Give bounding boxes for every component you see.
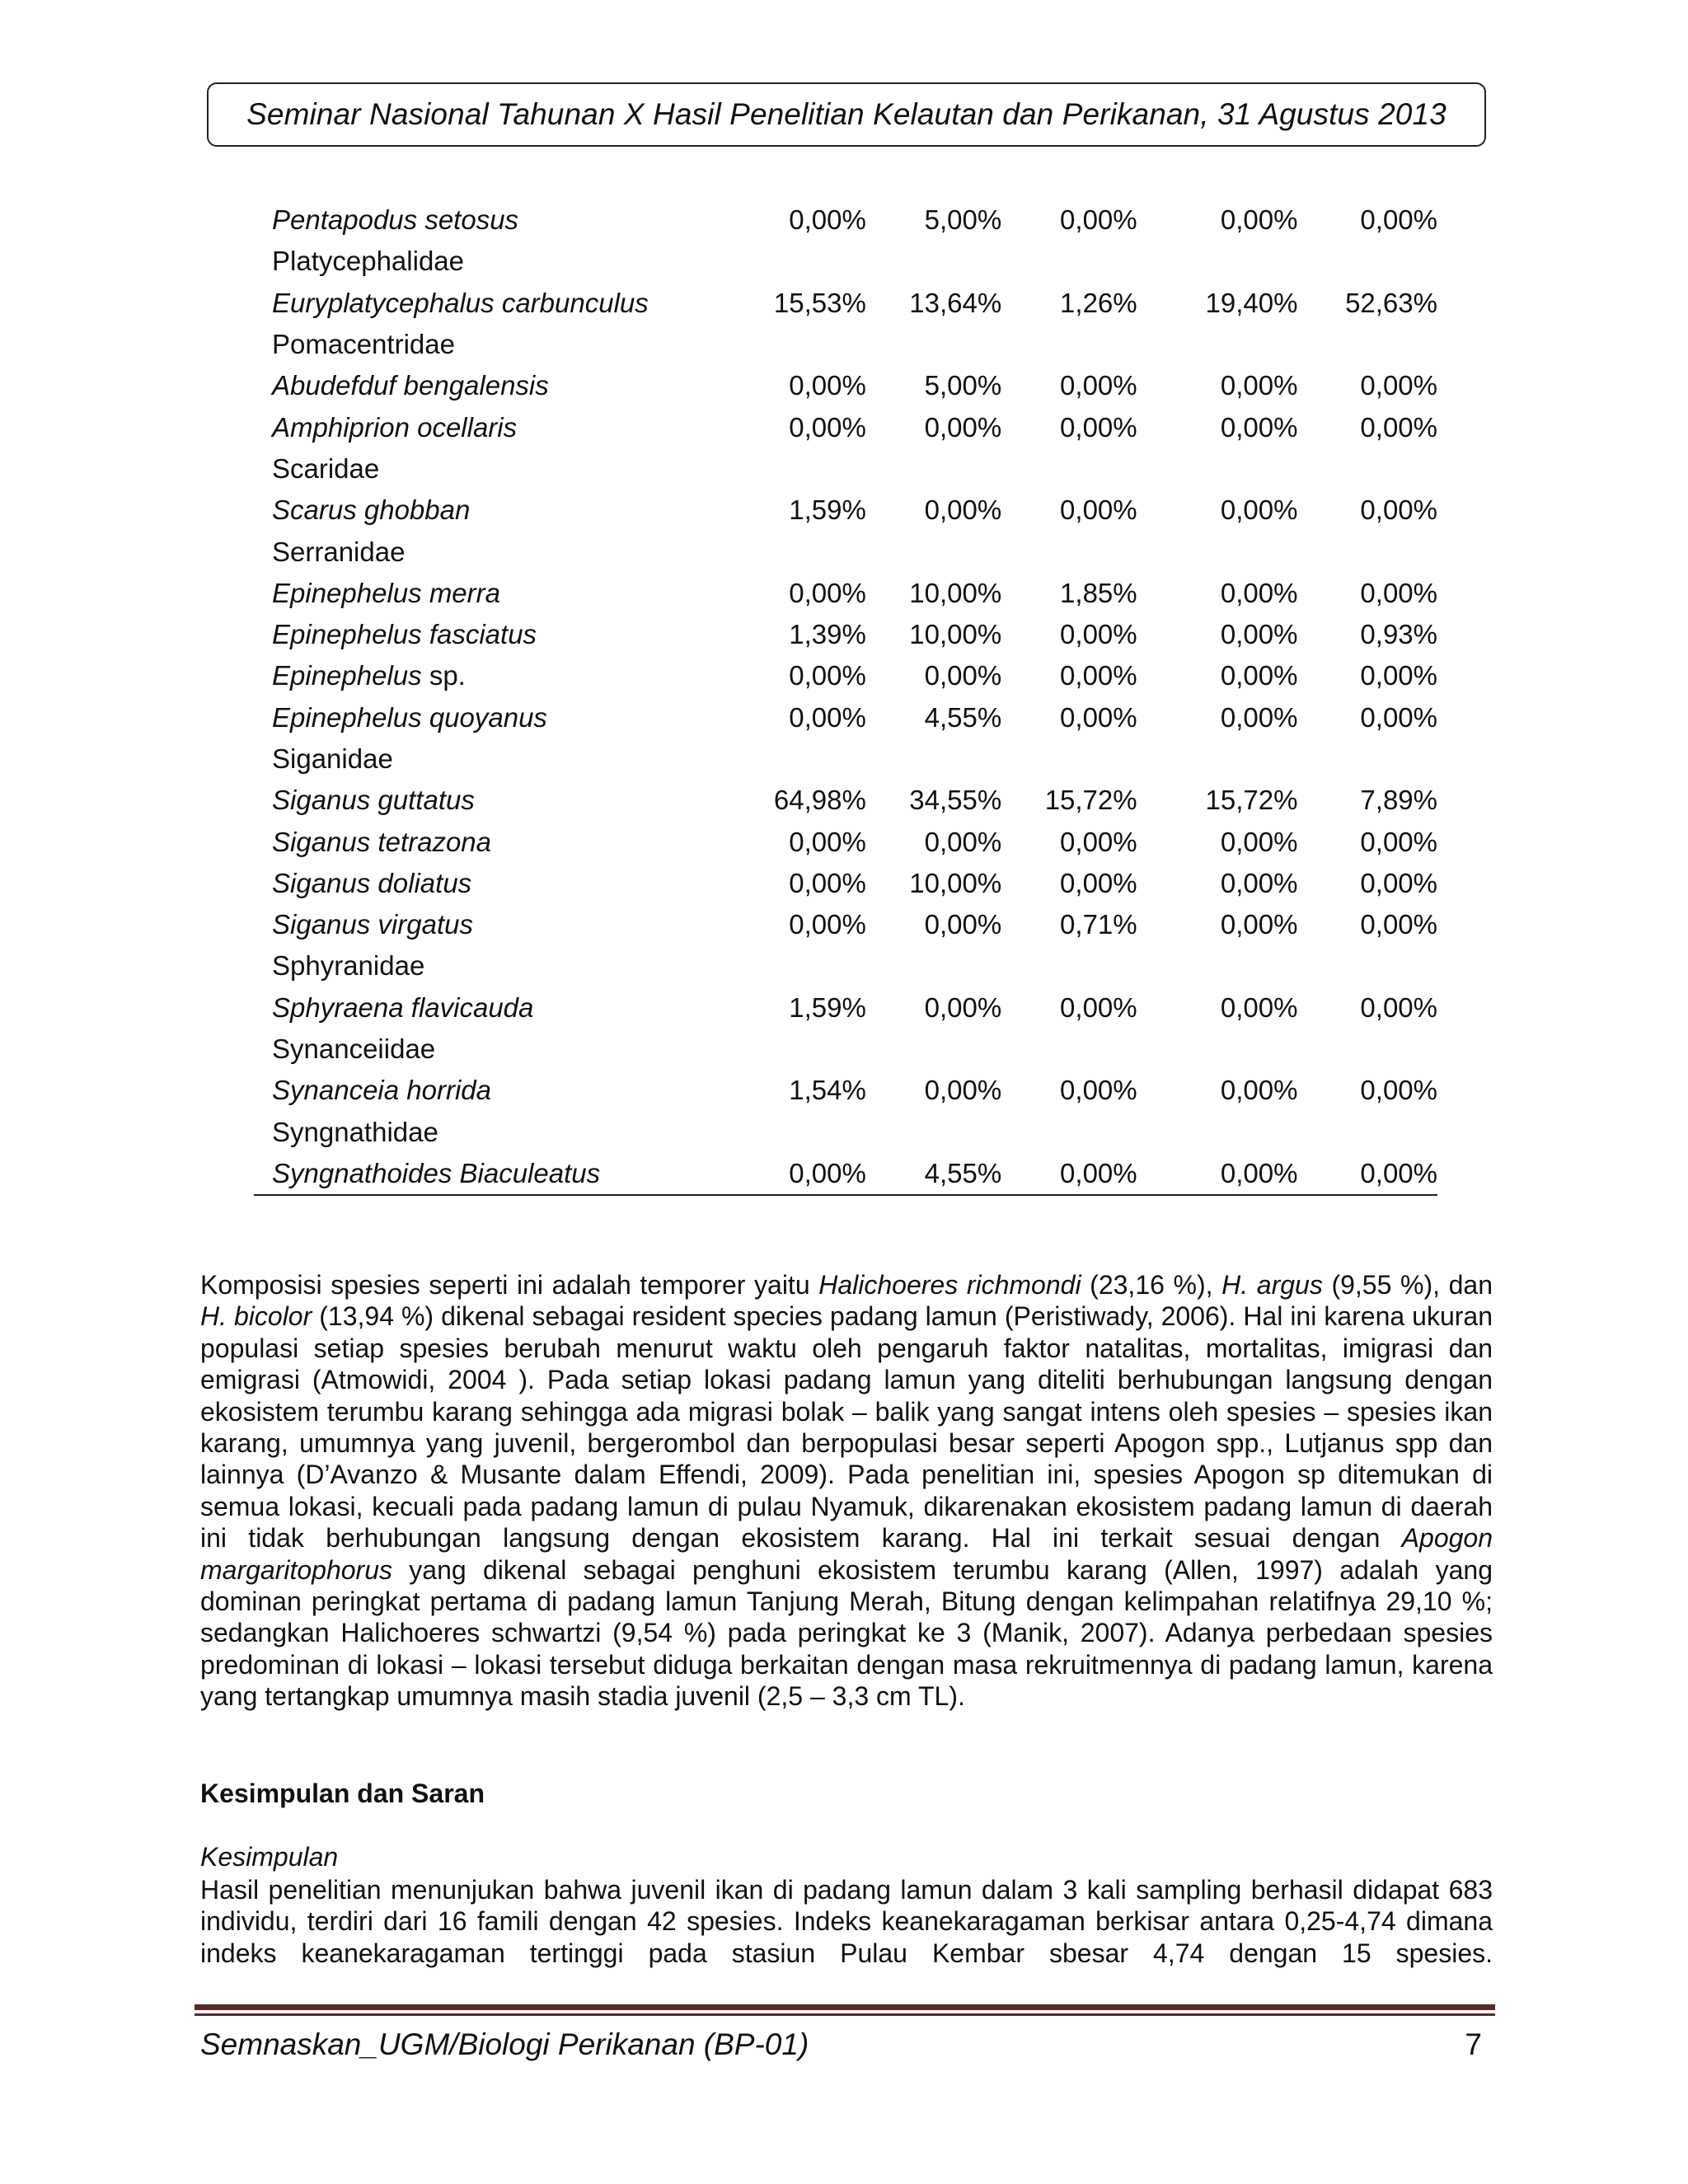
species-name: Siganus virgatus (272, 909, 473, 940)
species-name-cell (254, 406, 757, 448)
family-name: Synanceiidae (272, 1033, 436, 1065)
value-cell: 0,00% (924, 1075, 1002, 1106)
footer-text: Semnaskan_UGM/Biologi Perikanan (BP-01) (200, 2027, 809, 2061)
family-name: Serranidae (272, 536, 406, 567)
value-cell: 0,00% (1060, 411, 1137, 443)
species-name-cell (254, 987, 757, 1029)
value-cell: 34,55% (909, 785, 1002, 816)
value-cell: 0,00% (924, 991, 1002, 1023)
species-name-cell (254, 490, 757, 531)
species-row (254, 780, 1437, 821)
family-row (254, 1029, 1437, 1070)
value-cell: 0,00% (924, 660, 1002, 691)
family-row (254, 531, 1437, 572)
species-name: Siganus guttatus (272, 785, 475, 816)
value-cell: 1,39% (789, 619, 866, 650)
value-cell: 0,00% (924, 411, 1002, 443)
value-cell: 0,00% (1220, 909, 1298, 940)
value-cell: 0,00% (757, 1153, 866, 1195)
species-name-cell (254, 655, 757, 696)
species-row (254, 904, 1437, 945)
value-cell: 4,55% (866, 1153, 1001, 1195)
value-cell: 0,00% (924, 826, 1002, 857)
species-name: Pentapodus setosus (272, 204, 519, 236)
value-cell: 0,00% (1360, 701, 1437, 733)
family-row (254, 324, 1437, 365)
value-cell: 0,00% (1360, 826, 1437, 857)
value-cell: 0,00% (1360, 660, 1437, 691)
header-title: Seminar Nasional Tahunan X Hasil Penelitian Kelautan dan Perikanan, 31 Agustus 2013 (246, 97, 1447, 131)
species-name-cell (254, 614, 757, 655)
value-cell: 0,00% (1060, 867, 1137, 898)
text-run: (23,16 %), (1081, 1270, 1222, 1300)
value-cell: 0,00% (1360, 577, 1437, 608)
value-cell: 0,00% (789, 577, 866, 608)
family-name: Sphyranidae (272, 950, 425, 982)
value-cell: 10,00% (909, 577, 1002, 608)
value-cell: 64,98% (773, 785, 866, 816)
species-row (254, 863, 1437, 904)
value-cell: 0,00% (789, 370, 866, 401)
species-name: Siganus tetrazona (272, 826, 492, 857)
species-row (254, 821, 1437, 862)
value-cell: 0,00% (1360, 411, 1437, 443)
species-name-cell (254, 199, 757, 241)
value-cell: 0,00% (1060, 494, 1137, 526)
value-cell: 19,40% (1205, 287, 1298, 318)
text-run: (13,94 %) dikenal sebagai resident species padang lamun (Peristiwady, 2006). Hal ini karena ukuran populasi setiap spesies berubah menurut waktu oleh pengaruh faktor natalitas, mortalitas, imigrasi dan emigrasi (Atmowidi, 2004 ). Pada setiap lokasi padang lamun yang diteliti berhubungan langsung dengan ekosistem terumbu karang sehingga ada migrasi bolak – balik yang sangat intens oleh spesies – spesies ikan karang, umumnya yang juvenil, bergerombol dan berpopulasi besar seperti Apogon spp., Lutjanus spp dan lainnya (D’Avanzo & Musante dalam Effendi, 2009). Pada penelitian ini, spesies Apogon sp ditemukan di semua lokasi, kecuali pada padang lamun di pulau Nyamuk, dikarenakan ekosistem padang lamun di daerah ini tidak berhubungan langsung dengan ekosistem karang. Hal ini terkait sesuai dengan (200, 1301, 1493, 1554)
value-cell: 0,00% (789, 909, 866, 940)
value-cell: 0,00% (789, 411, 866, 443)
value-cell: 0,00% (1060, 660, 1137, 691)
value-cell: 0,00% (1360, 494, 1437, 526)
species-name: Epinephelus fasciatus (272, 619, 537, 650)
page-number: 7 (1465, 2027, 1482, 2061)
value-cell: 1,59% (789, 991, 866, 1023)
value-cell: 10,00% (909, 619, 1002, 650)
species-name-cell (254, 863, 757, 904)
value-cell: 0,00% (1220, 577, 1298, 608)
species-name-cell (254, 1070, 757, 1111)
species-row (254, 987, 1437, 1029)
value-cell: 0,00% (1060, 701, 1137, 733)
value-cell: 0,00% (1220, 411, 1298, 443)
text-run: (9,55 %), dan (1322, 1270, 1493, 1300)
value-cell: 0,00% (1220, 660, 1298, 691)
species-row (254, 614, 1437, 655)
subsection-heading: Kesimpulan (200, 1842, 339, 1872)
value-cell: 0,00% (789, 660, 866, 691)
family-row (254, 241, 1437, 282)
value-cell: 0,00% (1220, 826, 1298, 857)
header-box (207, 82, 1486, 147)
italic-run: H. bicolor (200, 1301, 312, 1332)
value-cell: 1,26% (1060, 287, 1137, 318)
value-cell: 13,64% (909, 287, 1002, 318)
value-cell: 0,00% (1360, 1075, 1437, 1106)
value-cell: 0,00% (1060, 619, 1137, 650)
species-name: Synanceia horrida (272, 1075, 491, 1106)
text-run: yang dikenal sebagai penghuni ekosistem terumbu karang (Allen, 1997) adalah yang dominan peringkat pertama di padang lamun Tanjung Merah, Bitung dengan kelimpahan relatifnya 29,10 %; sedangkan Halichoeres schwartzi (9,54 %) pada peringkat ke 3 (Manik, 2007). Adanya perbedaan spesies predominan di lokasi – lokasi tersebut diduga berkaitan dengan masa rekruitmennya di padang lamun, karena yang tertangkap umumnya masih stadia juvenil (2,5 – 3,3 cm TL). (200, 1554, 1493, 1712)
value-cell: 0,00% (1220, 701, 1298, 733)
species-name-cell (254, 283, 757, 324)
value-cell: 15,53% (773, 287, 866, 318)
species-table-body (254, 199, 1437, 1195)
species-name-cell (254, 697, 757, 738)
value-cell: 0,00% (789, 867, 866, 898)
species-name: Siganus doliatus (272, 867, 472, 898)
species-name-cell (254, 365, 757, 406)
species-suffix: sp. (421, 660, 466, 691)
value-cell: 5,00% (924, 204, 1002, 236)
family-row (254, 1112, 1437, 1153)
value-cell: 0,00% (1220, 494, 1298, 526)
italic-run: Apogon margaritophorus (200, 1523, 1493, 1585)
value-cell: 0,00% (1220, 619, 1298, 650)
value-cell: 5,00% (924, 370, 1002, 401)
species-row (254, 365, 1437, 406)
family-name: Scaridae (272, 452, 380, 484)
species-name: Amphiprion ocellaris (272, 411, 518, 443)
species-name: Euryplatycephalus carbunculus (272, 287, 649, 318)
value-cell: 0,93% (1360, 619, 1437, 650)
species-name: Syngnathoides Biaculeatus (272, 1157, 601, 1188)
value-cell: 0,00% (1220, 867, 1298, 898)
italic-run: H. argus (1221, 1270, 1323, 1300)
value-cell: 0,00% (1220, 370, 1298, 401)
species-name: Scarus ghobban (272, 494, 471, 526)
value-cell: 0,00% (1001, 1153, 1137, 1195)
value-cell: 0,00% (1060, 991, 1137, 1023)
value-cell: 0,00% (1220, 1075, 1298, 1106)
species-row (254, 283, 1437, 324)
value-cell: 0,00% (1220, 204, 1298, 236)
species-table (254, 199, 1437, 1196)
species-name-cell (254, 573, 757, 614)
species-row (254, 406, 1437, 448)
species-name: Epinephelus merra (272, 577, 500, 608)
species-row (254, 1070, 1437, 1111)
family-row (254, 738, 1437, 780)
species-row (254, 697, 1437, 738)
family-name: Platycephalidae (272, 246, 464, 277)
value-cell: 0,00% (1360, 909, 1437, 940)
value-cell: 0,00% (1360, 204, 1437, 236)
value-cell: 1,54% (789, 1075, 866, 1106)
value-cell: 0,71% (1060, 909, 1137, 940)
value-cell: 0,00% (789, 204, 866, 236)
italic-run: Halichoeres richmondi (818, 1270, 1081, 1300)
value-cell: 0,00% (924, 909, 1002, 940)
section-heading: Kesimpulan dan Saran (200, 1779, 485, 1808)
conclusion-paragraph: Hasil penelitian menunjukan bahwa juvenil ikan di padang lamun dalam 3 kali sampling berhasil didapat 683 individu, terdiri dari 16 famili dengan 42 spesies. Indeks keanekaragaman berkisar antara 0,25-4,74 dimana indeks keanekaragaman tertinggi pada stasiun Pulau Kembar sbesar 4,74 dengan 15 spesies. (200, 1875, 1493, 1968)
value-cell: 0,00% (1137, 1153, 1298, 1195)
species-name: Epinephelus (272, 660, 422, 691)
species-name-cell (254, 904, 757, 945)
species-row (254, 490, 1437, 531)
species-name-cell (254, 1153, 757, 1195)
value-cell: 1,85% (1060, 577, 1137, 608)
family-name: Syngnathidae (272, 1116, 438, 1147)
species-name-cell (254, 780, 757, 821)
value-cell: 1,59% (789, 494, 866, 526)
value-cell: 0,00% (1220, 991, 1298, 1023)
value-cell: 0,00% (789, 701, 866, 733)
family-row (254, 945, 1437, 987)
value-cell: 0,00% (1360, 370, 1437, 401)
species-row (254, 199, 1437, 241)
species-name: Abudefduf bengalensis (272, 370, 549, 401)
family-name: Pomacentridae (272, 329, 455, 360)
value-cell: 52,63% (1345, 287, 1437, 318)
value-cell: 15,72% (1044, 785, 1137, 816)
value-cell: 0,00% (1360, 991, 1437, 1023)
species-row (254, 655, 1437, 696)
family-name: Siganidae (272, 743, 393, 774)
value-cell: 4,55% (924, 701, 1002, 733)
value-cell: 0,00% (1360, 867, 1437, 898)
value-cell: 0,00% (789, 826, 866, 857)
species-name: Sphyraena flavicauda (272, 991, 534, 1023)
footer-divider-thin (195, 2013, 1495, 2016)
value-cell: 0,00% (1060, 204, 1137, 236)
value-cell: 0,00% (924, 494, 1002, 526)
value-cell: 0,00% (1060, 370, 1137, 401)
footer-divider-thick (195, 2004, 1495, 2010)
value-cell: 15,72% (1205, 785, 1298, 816)
family-row (254, 448, 1437, 490)
species-name-cell (254, 821, 757, 862)
species-row (254, 573, 1437, 614)
value-cell: 10,00% (909, 867, 1002, 898)
value-cell: 0,00% (1060, 826, 1137, 857)
value-cell: 0,00% (1060, 1075, 1137, 1106)
text-run: Komposisi spesies seperti ini adalah temporer yaitu (200, 1270, 819, 1300)
value-cell: 7,89% (1360, 785, 1437, 816)
species-name: Epinephelus quoyanus (272, 701, 547, 733)
discussion-paragraph (200, 1269, 1493, 1713)
species-row (254, 1153, 1437, 1195)
value-cell: 0,00% (1297, 1153, 1437, 1195)
